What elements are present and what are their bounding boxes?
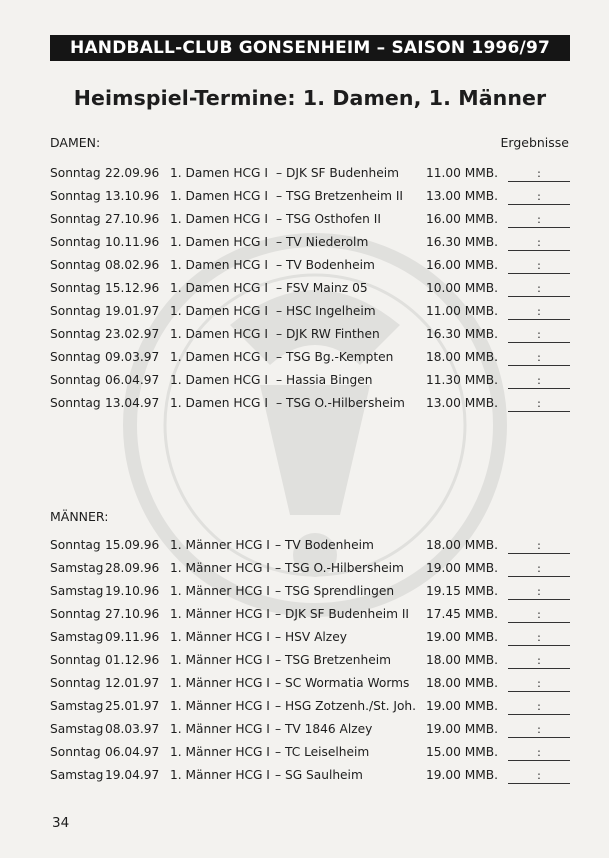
home-team: 1. Männer HCG I	[170, 630, 270, 644]
game-date: 06.04.97	[105, 745, 160, 759]
home-team: 1. Damen HCG I	[170, 212, 268, 226]
result-field: :	[508, 723, 570, 738]
schedule-row	[50, 350, 575, 373]
game-day: Sonntag	[50, 281, 101, 295]
game-time: 18.00 MMB.	[426, 350, 499, 364]
damen-section-label: DAMEN:	[50, 135, 101, 150]
result-field: :	[508, 700, 570, 715]
opponent: – TC Leiselheim	[275, 745, 370, 759]
game-day: Samstag	[50, 561, 104, 575]
result-field: :	[508, 190, 570, 205]
schedule-row	[50, 607, 575, 630]
game-day: Sonntag	[50, 235, 101, 249]
opponent: – TV Niederolm	[276, 235, 369, 249]
home-team: 1. Damen HCG I	[170, 350, 268, 364]
opponent: – TSG O.-Hilbersheim	[275, 561, 404, 575]
opponent: – HSC Ingelheim	[276, 304, 376, 318]
result-field: :	[508, 328, 570, 343]
game-day: Sonntag	[50, 607, 101, 621]
opponent: – TV Bodenheim	[276, 258, 375, 272]
home-team: 1. Damen HCG I	[170, 166, 268, 180]
schedule-row	[50, 561, 575, 584]
game-day: Sonntag	[50, 396, 101, 410]
result-field: :	[508, 631, 570, 646]
game-time: 11.30 MMB.	[426, 373, 499, 387]
game-time: 13.00 MMB.	[426, 396, 499, 410]
game-date: 13.10.96	[105, 189, 160, 203]
game-time: 16.00 MMB.	[426, 212, 499, 226]
game-date: 10.11.96	[105, 235, 160, 249]
maenner-schedule-list	[50, 538, 575, 791]
game-time: 15.00 MMB.	[426, 745, 499, 759]
opponent: – TSG Bretzenheim	[275, 653, 391, 667]
game-time: 16.30 MMB.	[426, 327, 499, 341]
game-day: Sonntag	[50, 189, 101, 203]
opponent: – FSV Mainz 05	[276, 281, 368, 295]
game-time: 19.15 MMB.	[426, 584, 499, 598]
home-team: 1. Damen HCG I	[170, 235, 268, 249]
home-team: 1. Männer HCG I	[170, 538, 270, 552]
schedule-row	[50, 584, 575, 607]
schedule-row	[50, 396, 575, 419]
schedule-row	[50, 304, 575, 327]
home-team: 1. Damen HCG I	[170, 258, 268, 272]
game-day: Sonntag	[50, 373, 101, 387]
opponent: – DJK SF Budenheim II	[275, 607, 410, 621]
opponent: – HSG Zotzenh./St. Joh.	[275, 699, 417, 713]
home-team: 1. Männer HCG I	[170, 722, 270, 736]
home-team: 1. Männer HCG I	[170, 676, 270, 690]
schedule-row	[50, 538, 575, 561]
schedule-row	[50, 653, 575, 676]
game-date: 25.01.97	[105, 699, 160, 713]
opponent: – TV Bodenheim	[275, 538, 374, 552]
schedule-row	[50, 281, 575, 304]
game-time: 19.00 MMB.	[426, 722, 499, 736]
home-team: 1. Damen HCG I	[170, 281, 268, 295]
game-time: 18.00 MMB.	[426, 538, 499, 552]
schedule-row	[50, 699, 575, 722]
game-day: Sonntag	[50, 258, 101, 272]
opponent: – TSG Bretzenheim II	[276, 189, 404, 203]
result-field: :	[508, 305, 570, 320]
schedule-row	[50, 630, 575, 653]
page-number: 34	[52, 815, 70, 831]
results-column-label: Ergebnisse	[500, 135, 569, 150]
game-time: 19.00 MMB.	[426, 561, 499, 575]
game-date: 27.10.96	[105, 212, 160, 226]
opponent: – Hassia Bingen	[276, 373, 373, 387]
schedule-row	[50, 676, 575, 699]
result-field: :	[508, 769, 570, 784]
game-date: 08.03.97	[105, 722, 160, 736]
game-date: 09.11.96	[105, 630, 160, 644]
page-title: Heimspiel-Termine: 1. Damen, 1. Männer	[73, 86, 547, 110]
result-field: :	[508, 562, 570, 577]
result-field: :	[508, 608, 570, 623]
game-time: 11.00 MMB.	[426, 166, 499, 180]
schedule-row	[50, 327, 575, 350]
game-day: Sonntag	[50, 538, 101, 552]
result-field: :	[508, 213, 570, 228]
opponent: – DJK RW Finthen	[276, 327, 380, 341]
home-team: 1. Damen HCG I	[170, 396, 268, 410]
schedule-row	[50, 722, 575, 745]
opponent: – TV 1846 Alzey	[275, 722, 373, 736]
game-day: Sonntag	[50, 676, 101, 690]
home-team: 1. Damen HCG I	[170, 304, 268, 318]
schedule-row	[50, 189, 575, 212]
result-field: :	[508, 282, 570, 297]
game-day: Samstag	[50, 768, 104, 782]
result-field: :	[508, 677, 570, 692]
game-day: Sonntag	[50, 304, 101, 318]
home-team: 1. Männer HCG I	[170, 561, 270, 575]
opponent: – DJK SF Budenheim	[276, 166, 399, 180]
schedule-row	[50, 768, 575, 791]
game-day: Samstag	[50, 722, 104, 736]
opponent: – TSG Sprendlingen	[275, 584, 395, 598]
game-day: Samstag	[50, 630, 104, 644]
damen-schedule-list	[50, 166, 575, 419]
opponent: – TSG Osthofen II	[276, 212, 381, 226]
game-day: Sonntag	[50, 166, 101, 180]
game-day: Sonntag	[50, 327, 101, 341]
game-time: 16.00 MMB.	[426, 258, 499, 272]
maenner-section-label: MÄNNER:	[50, 509, 109, 524]
result-field: :	[508, 259, 570, 274]
schedule-row	[50, 212, 575, 235]
opponent: – TSG Bg.-Kempten	[276, 350, 394, 364]
game-time: 10.00 MMB.	[426, 281, 499, 295]
result-field: :	[508, 167, 570, 182]
game-date: 12.01.97	[105, 676, 160, 690]
home-team: 1. Männer HCG I	[170, 653, 270, 667]
game-date: 27.10.96	[105, 607, 160, 621]
game-date: 23.02.97	[105, 327, 160, 341]
schedule-row	[50, 373, 575, 396]
game-date: 15.12.96	[105, 281, 160, 295]
game-date: 19.01.97	[105, 304, 160, 318]
result-field: :	[508, 654, 570, 669]
game-date: 09.03.97	[105, 350, 160, 364]
opponent: – TSG O.-Hilbersheim	[276, 396, 405, 410]
schedule-row	[50, 166, 575, 189]
game-time: 13.00 MMB.	[426, 189, 499, 203]
home-team: 1. Männer HCG I	[170, 584, 270, 598]
result-field: :	[508, 236, 570, 251]
home-team: 1. Männer HCG I	[170, 745, 270, 759]
game-date: 08.02.96	[105, 258, 160, 272]
result-field: :	[508, 397, 570, 412]
game-date: 13.04.97	[105, 396, 160, 410]
game-day: Sonntag	[50, 653, 101, 667]
game-date: 15.09.96	[105, 538, 160, 552]
season-banner: HANDBALL-CLUB GONSENHEIM – SAISON 1996/97	[50, 35, 570, 61]
game-date: 22.09.96	[105, 166, 160, 180]
opponent: – SC Wormatia Worms	[275, 676, 410, 690]
home-team: 1. Damen HCG I	[170, 189, 268, 203]
result-field: :	[508, 351, 570, 366]
game-date: 19.04.97	[105, 768, 160, 782]
home-team: 1. Männer HCG I	[170, 607, 270, 621]
result-field: :	[508, 374, 570, 389]
result-field: :	[508, 585, 570, 600]
game-date: 28.09.96	[105, 561, 160, 575]
schedule-row	[50, 258, 575, 281]
game-time: 16.30 MMB.	[426, 235, 499, 249]
result-field: :	[508, 539, 570, 554]
schedule-row	[50, 745, 575, 768]
game-time: 18.00 MMB.	[426, 653, 499, 667]
home-team: 1. Männer HCG I	[170, 768, 270, 782]
game-date: 01.12.96	[105, 653, 160, 667]
game-time: 18.00 MMB.	[426, 676, 499, 690]
game-date: 06.04.97	[105, 373, 160, 387]
game-date: 19.10.96	[105, 584, 160, 598]
game-day: Samstag	[50, 699, 104, 713]
game-time: 19.00 MMB.	[426, 768, 499, 782]
game-time: 19.00 MMB.	[426, 699, 499, 713]
game-time: 11.00 MMB.	[426, 304, 499, 318]
game-day: Sonntag	[50, 745, 101, 759]
home-team: 1. Männer HCG I	[170, 699, 270, 713]
game-time: 17.45 MMB.	[426, 607, 499, 621]
home-team: 1. Damen HCG I	[170, 373, 268, 387]
game-time: 19.00 MMB.	[426, 630, 499, 644]
game-day: Sonntag	[50, 350, 101, 364]
opponent: – SG Saulheim	[275, 768, 363, 782]
result-field: :	[508, 746, 570, 761]
opponent: – HSV Alzey	[275, 630, 347, 644]
schedule-row	[50, 235, 575, 258]
home-team: 1. Damen HCG I	[170, 327, 268, 341]
game-day: Samstag	[50, 584, 104, 598]
game-day: Sonntag	[50, 212, 101, 226]
